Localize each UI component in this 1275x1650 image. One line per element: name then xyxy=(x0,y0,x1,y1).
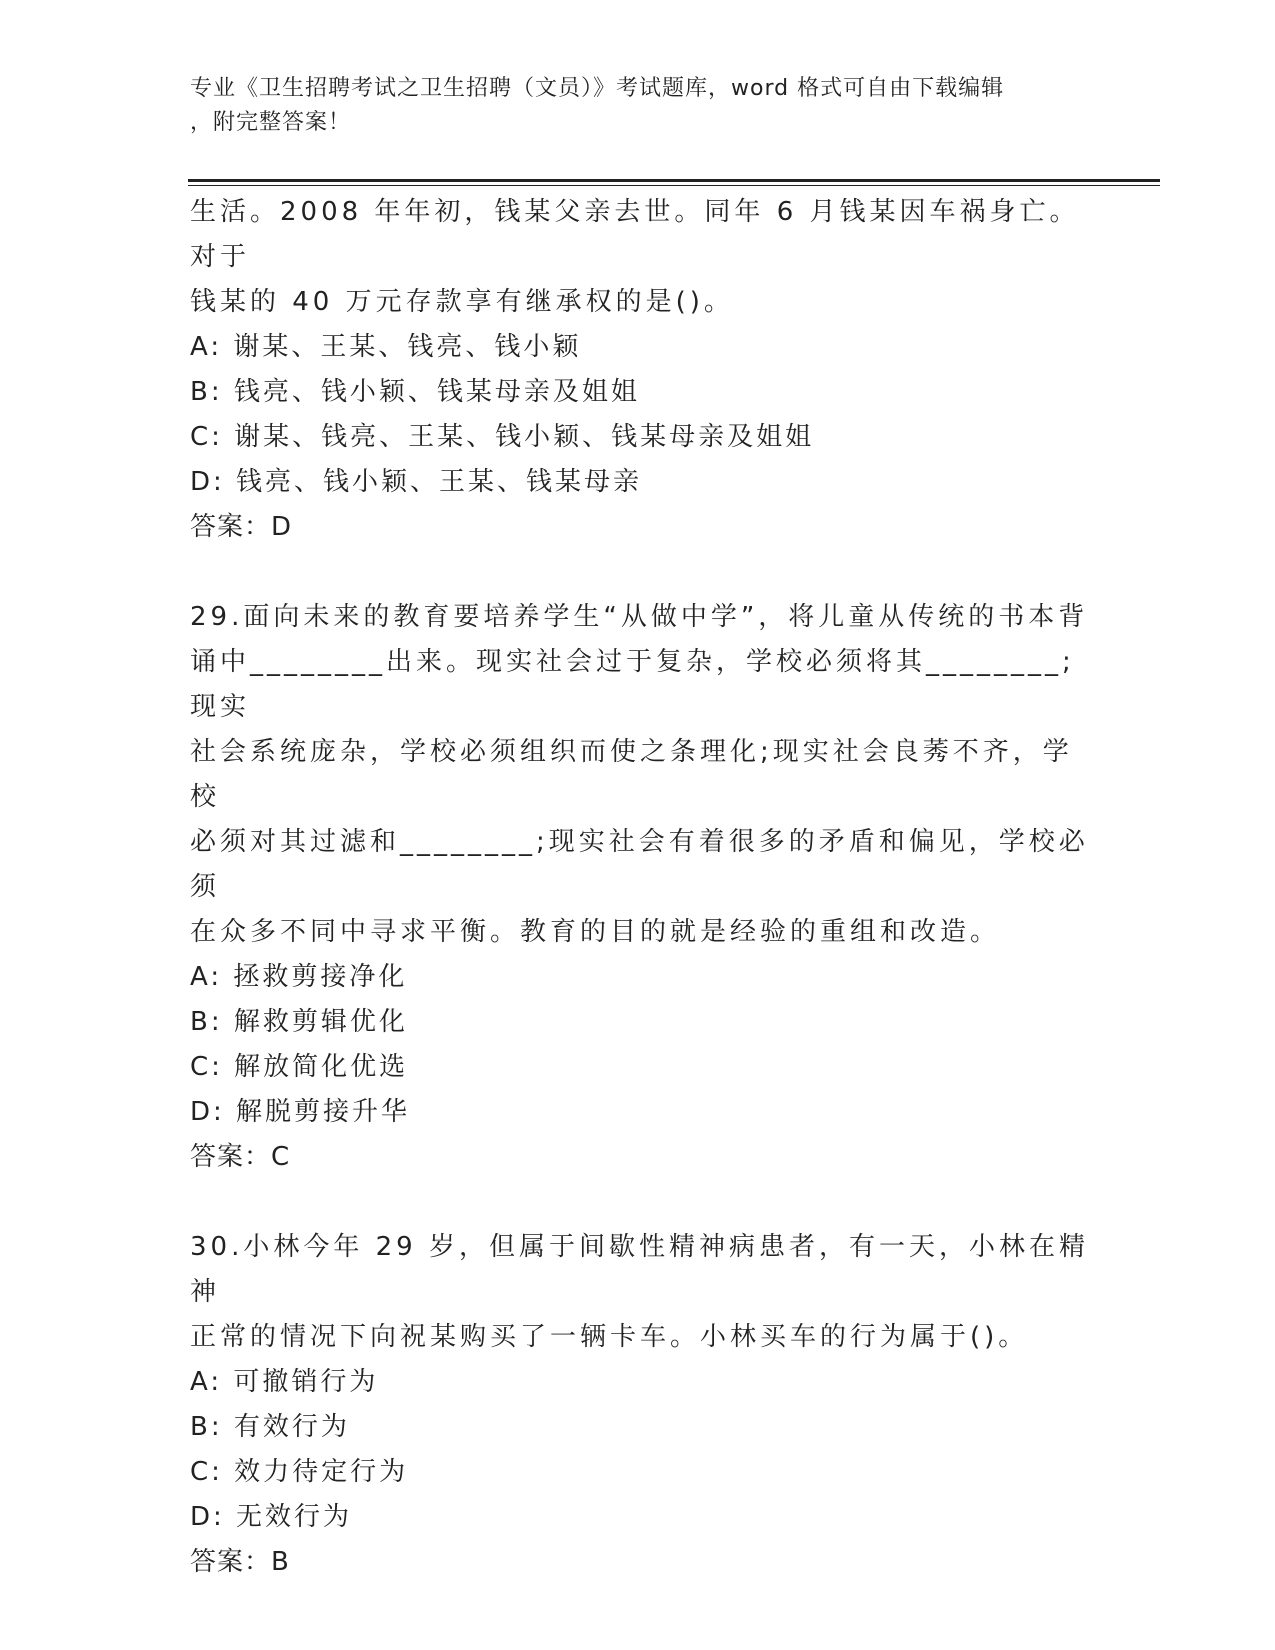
spacer xyxy=(190,1180,1090,1225)
header-divider-thick xyxy=(188,179,1160,182)
question-stem-line: 必须对其过滤和________;现实社会有着很多的矛盾和偏见，学校必须 xyxy=(190,827,1089,902)
question-30 xyxy=(190,1225,1090,1585)
spacer xyxy=(190,550,1090,595)
question-stem-line: 生活。2008 年年初，钱某父亲去世。同年 6 月钱某因车祸身亡。对于 xyxy=(190,197,1080,272)
option-b: B: 解救剪辑优化 xyxy=(190,1007,408,1037)
question-stem-line: 29.面向未来的教育要培养学生“从做中学”，将儿童从传统的书本背 xyxy=(190,602,1089,632)
option-a: A: 谢某、王某、钱亮、钱小颖 xyxy=(190,332,582,362)
option-a: A: 拯救剪接净化 xyxy=(190,962,408,992)
option-d: D: 钱亮、钱小颖、王某、钱某母亲 xyxy=(190,467,643,497)
question-stem-line: 正常的情况下向祝某购买了一辆卡车。小林买车的行为属于()。 xyxy=(190,1322,1029,1352)
option-c: C: 效力待定行为 xyxy=(190,1457,409,1487)
option-a: A: 可撤销行为 xyxy=(190,1367,379,1397)
answer-line: 答案：B xyxy=(190,1547,290,1577)
question-stem-line: 社会系统庞杂，学校必须组织而使之条理化;现实社会良莠不齐，学校 xyxy=(190,737,1073,812)
question-stem-line: 钱某的 40 万元存款享有继承权的是()。 xyxy=(190,287,734,317)
question-29 xyxy=(190,595,1090,1180)
header-divider-thin xyxy=(188,185,1160,186)
question-stem-line: 30.小林今年 29 岁，但属于间歇性精神病患者，有一天，小林在精神 xyxy=(190,1232,1089,1307)
document-header xyxy=(190,72,1090,140)
option-b: B: 有效行为 xyxy=(190,1412,350,1442)
option-c: C: 解放简化优选 xyxy=(190,1052,409,1082)
header-line-2: ，附完整答案！ xyxy=(190,110,352,135)
answer-line: 答案：D xyxy=(190,512,293,542)
answer-line: 答案：C xyxy=(190,1142,291,1172)
question-stem-line: 在众多不同中寻求平衡。教育的目的就是经验的重组和改造。 xyxy=(190,917,1001,947)
question-stem-line: 诵中________出来。现实社会过于复杂，学校必须将其________;现实 xyxy=(190,647,1075,722)
question-28 xyxy=(190,190,1090,550)
option-c: C: 谢某、钱亮、王某、钱小颖、钱某母亲及姐姐 xyxy=(190,422,815,452)
option-d: D: 无效行为 xyxy=(190,1502,353,1532)
header-line-1: 专业《卫生招聘考试之卫生招聘（文员）》考试题库，word 格式可自由下载编辑 xyxy=(190,76,1005,101)
document-body xyxy=(190,190,1090,1585)
option-b: B: 钱亮、钱小颖、钱某母亲及姐姐 xyxy=(190,377,640,407)
option-d: D: 解脱剪接升华 xyxy=(190,1097,411,1127)
